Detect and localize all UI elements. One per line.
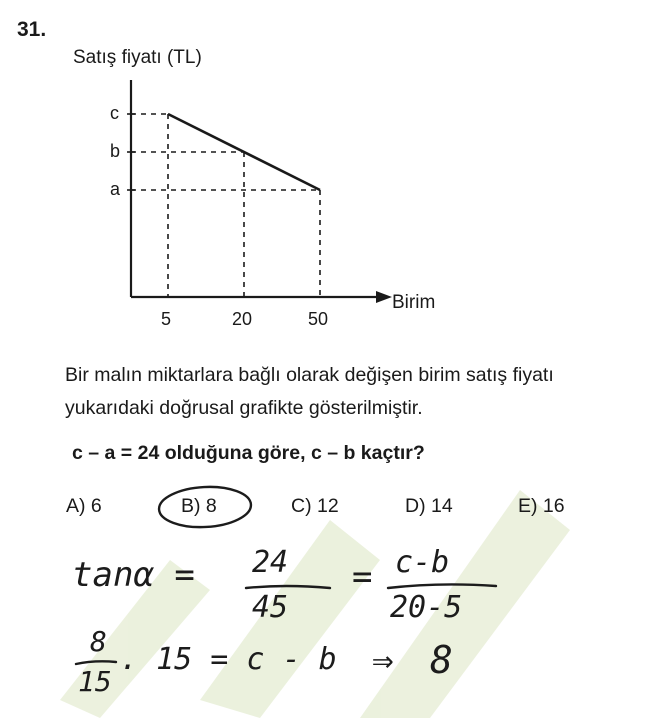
x-tick-50: 50 (308, 309, 329, 329)
hand-frac2-den: 20-5 (390, 590, 463, 625)
option-b[interactable]: B) 8 (181, 495, 217, 517)
hand-frac1-num: 24 (252, 545, 289, 580)
hand-equals: = (352, 557, 373, 597)
hand-frac2-num: c-b (395, 545, 450, 580)
hand-frac3-den: 15 (78, 665, 112, 698)
hand-frac1-den: 45 (252, 590, 289, 625)
y-tick-a: a (110, 179, 121, 199)
x-axis-label: Birim (392, 292, 436, 313)
fraction-bar (76, 661, 116, 664)
y-tick-b: b (110, 141, 121, 161)
fraction-bar (246, 586, 330, 588)
question-condition: c – a = 24 olduğuna göre, c – b kaçtır? (72, 442, 425, 464)
question-number: 31. (17, 18, 47, 41)
question-stem: Bir malın miktarlara bağlı olarak değişen birim satış fiyatı yukarıdaki doğrusal grafikte gösterilmiştir. (65, 364, 554, 419)
fraction-bar (388, 584, 496, 588)
hand-answer: 8 (430, 638, 453, 682)
option-a[interactable]: A) 6 (66, 495, 102, 517)
x-tick-20: 20 (232, 309, 253, 329)
option-d[interactable]: D) 14 (405, 495, 453, 517)
option-e[interactable]: E) 16 (518, 495, 565, 517)
hand-arrow: ⇒ (372, 640, 394, 681)
hand-line2-rest: . 15 = c - b (120, 642, 337, 677)
hand-frac3-num: 8 (90, 625, 107, 658)
y-tick-c: c (110, 103, 119, 123)
y-axis-label: Satış fiyatı (TL) (73, 47, 202, 68)
hand-tan: tanα = (72, 555, 195, 595)
x-tick-5: 5 (161, 309, 172, 329)
option-c[interactable]: C) 12 (291, 495, 339, 517)
